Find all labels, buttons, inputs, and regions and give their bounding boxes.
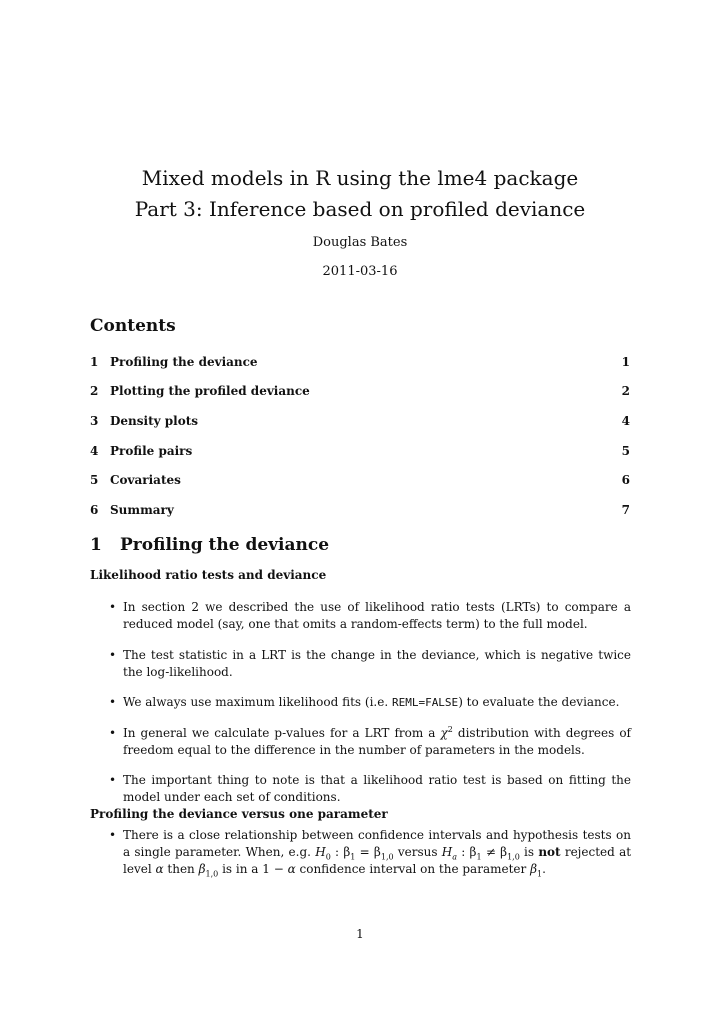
- section-title: Profiling the deviance: [120, 535, 330, 555]
- toc-entry-number: 3: [90, 413, 99, 428]
- toc-entry[interactable]: [90, 436, 630, 466]
- title-line-2: Part 3: Inference based on profiled deviance: [134, 197, 586, 221]
- toc-entry[interactable]: [90, 465, 630, 495]
- toc-entry[interactable]: [90, 347, 630, 377]
- toc-entry-title: Profiling the deviance: [110, 354, 258, 369]
- toc-entry-number: 1: [90, 354, 99, 369]
- math-text: : β: [457, 845, 477, 859]
- toc-entry-page: 6: [621, 473, 630, 488]
- toc-entry[interactable]: [90, 406, 630, 436]
- subscript: 1,0: [380, 852, 394, 862]
- section-heading: [90, 535, 329, 555]
- bullet-text: .: [542, 862, 546, 876]
- toc-entry[interactable]: [90, 495, 630, 525]
- bullet-text: is in a 1 −: [218, 862, 288, 876]
- author: Douglas Bates: [312, 235, 408, 250]
- bullet-item: [109, 725, 631, 759]
- bullet-text: ) to evaluate the deviance.: [458, 695, 620, 709]
- inline-code: REML=FALSE: [391, 696, 459, 709]
- subscript: 1,0: [205, 869, 219, 879]
- bullet-marker: •: [109, 647, 117, 662]
- toc-entry-title: Density plots: [110, 413, 199, 428]
- chi-symbol: χ: [440, 725, 448, 740]
- bullet-item: [109, 647, 631, 681]
- math-var: H: [441, 845, 453, 859]
- bullet-text: versus: [393, 845, 442, 859]
- math-text: ≠ β: [481, 845, 508, 859]
- bold-text: not: [538, 845, 561, 859]
- toc-entry-title: Plotting the profiled deviance: [110, 384, 310, 399]
- bullet-item: [109, 827, 631, 878]
- bullet-text: rejected at level: [123, 845, 632, 876]
- bullet-text: distribution with degrees of freedom equal to the difference in the number of parameters in the models.: [123, 725, 631, 757]
- math-var: H: [315, 845, 326, 859]
- superscript: 2: [447, 724, 453, 734]
- date: 2011-03-16: [322, 264, 398, 279]
- toc-entry-page: 5: [621, 443, 630, 458]
- bullet-text: In section 2 we described the use of likelihood ratio tests (LRTs) to compare a reduced model (say, one that omits a random-effects term) to the full model.: [123, 600, 631, 631]
- subscript: 1: [350, 852, 356, 862]
- bullet-item: [109, 772, 631, 806]
- page-number: 1: [356, 927, 364, 941]
- toc-entry-page: 1: [621, 354, 630, 369]
- table-of-contents: [90, 347, 630, 525]
- bullet-text: then: [163, 862, 199, 876]
- toc-entry[interactable]: [90, 377, 630, 407]
- contents-heading: Contents: [90, 316, 176, 336]
- bullet-text: confidence interval on the parameter: [295, 862, 531, 876]
- title-block: [0, 163, 720, 225]
- toc-entry-number: 2: [90, 384, 99, 399]
- subscript: 1: [537, 869, 543, 879]
- toc-entry-page: 7: [621, 502, 630, 517]
- subscript: a: [452, 852, 457, 862]
- bullet-text: We always use maximum likelihood fits (i.e.: [123, 695, 392, 709]
- bullet-text: There is a close relationship between confidence intervals and hypothesis tests on a single parameter. When, e.g.: [123, 828, 631, 859]
- toc-entry-title: Covariates: [110, 473, 181, 488]
- toc-entry-title: Profile pairs: [110, 443, 193, 458]
- bullet-marker: •: [109, 773, 117, 787]
- math-var: β: [198, 862, 206, 876]
- subscript: 0: [325, 852, 331, 862]
- subscript: 1: [476, 852, 482, 862]
- bullet-text: The test statistic in a LRT is the change in the deviance, which is negative twice the log-likelihood.: [123, 647, 631, 679]
- title-line-1: Mixed models in R using the lme4 package: [141, 166, 579, 190]
- math-var: α: [155, 862, 164, 876]
- subsection-heading: Profiling the deviance versus one parameter: [90, 807, 388, 821]
- toc-entry-page: 2: [621, 384, 630, 399]
- math-var: α: [287, 862, 296, 876]
- bullet-text: The important thing to note is that a likelihood ratio test is based on fitting the model under each set of conditions.: [123, 773, 631, 804]
- math-text: : β: [330, 845, 351, 859]
- toc-entry-number: 6: [90, 502, 99, 517]
- subscript: 1,0: [507, 852, 520, 862]
- bullet-marker: •: [109, 828, 117, 842]
- subsection-heading: Likelihood ratio tests and deviance: [90, 568, 327, 582]
- toc-entry-number: 5: [90, 473, 99, 488]
- bullet-list: [109, 599, 631, 820]
- bullet-item: [109, 599, 631, 633]
- math-text: = β: [355, 845, 381, 859]
- bullet-marker: •: [109, 695, 117, 709]
- section-number: 1: [90, 535, 102, 555]
- bullet-list: [109, 827, 631, 892]
- bullet-marker: •: [109, 725, 117, 740]
- bullet-text: is: [519, 845, 539, 859]
- math-var: β: [530, 862, 537, 876]
- toc-entry-number: 4: [90, 443, 99, 458]
- bullet-text: In general we calculate p-values for a LRT from a: [123, 725, 441, 740]
- bullet-marker: •: [109, 600, 117, 614]
- toc-entry-page: 4: [621, 413, 630, 428]
- toc-entry-title: Summary: [110, 502, 174, 517]
- bullet-item: [109, 694, 631, 711]
